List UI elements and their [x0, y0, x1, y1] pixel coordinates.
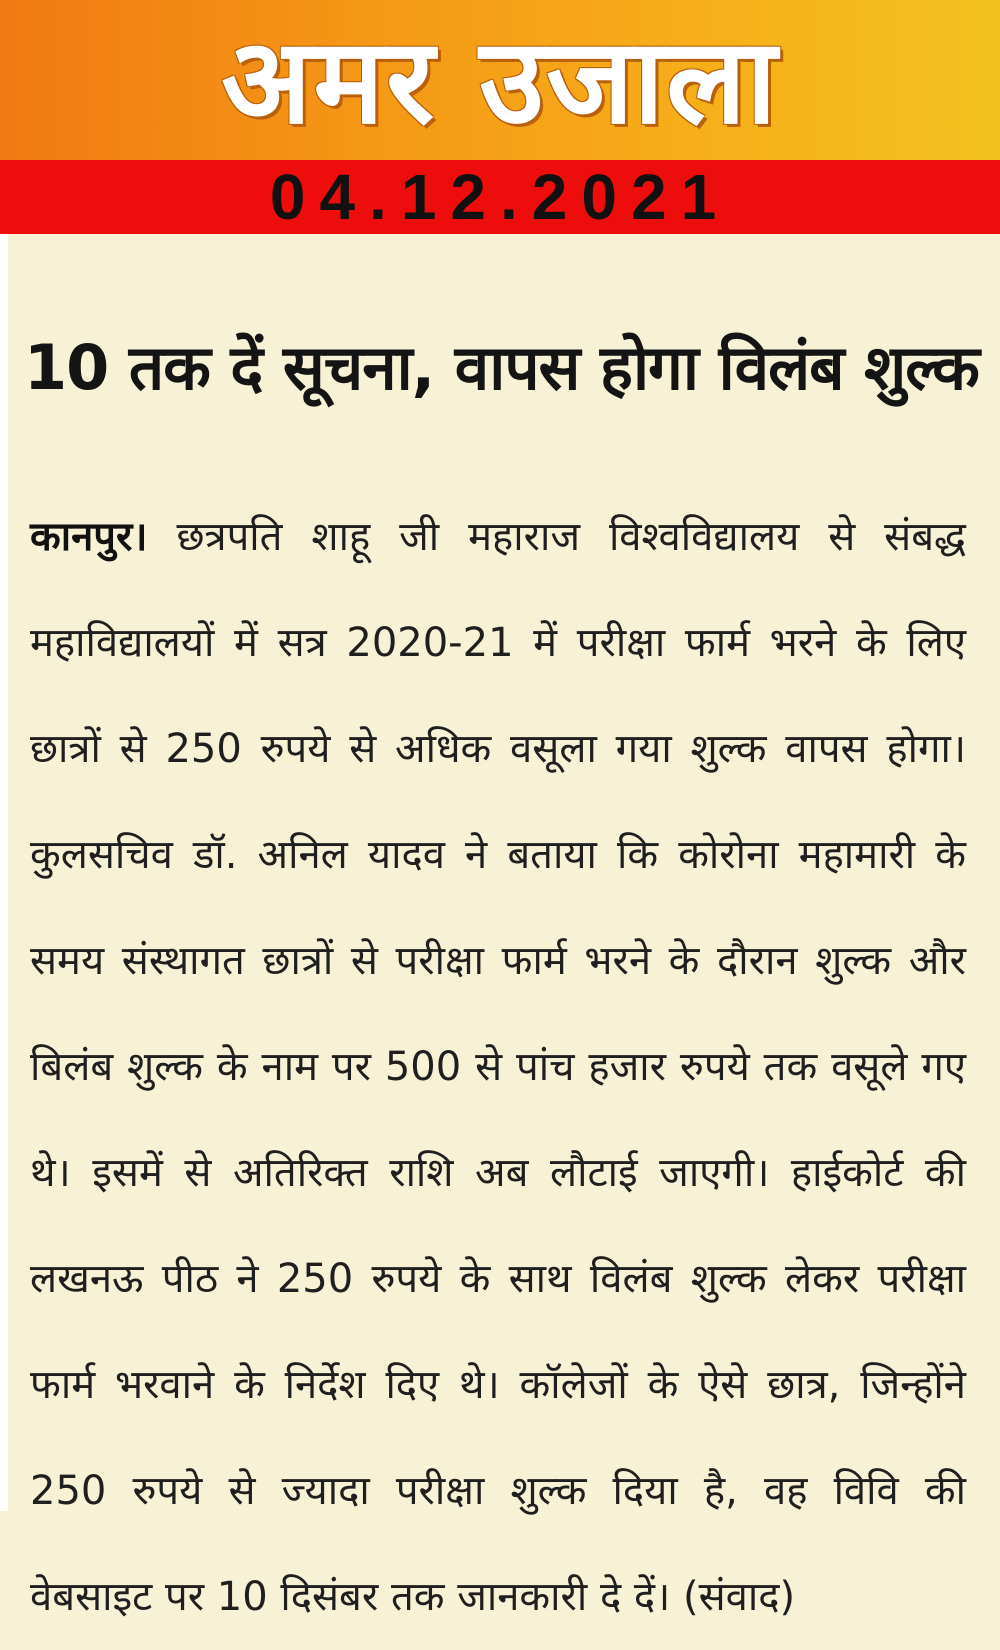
publication-date: 04.12.2021 — [269, 161, 731, 233]
masthead — [0, 0, 1000, 160]
date-bar — [0, 160, 1000, 234]
article-headline: 10 तक दें सूचना, वापस होगा विलंब शुल्क — [24, 331, 979, 404]
article-dateline: कानपुर। — [30, 514, 148, 560]
article-credit: (संवाद) — [683, 1574, 796, 1620]
newspaper-logo: अमर उजाला — [221, 12, 779, 150]
clipping-edge — [0, 234, 8, 1511]
article-body-text: छत्रपति शाहू जी महाराज विश्वविद्यालय से संबद्ध महाविद्यालयों में सत्र 2020-21 में परीक्षा फार्म भरने के लिए छात्रों से 250 रुपये से अधिक वसूला गया शुल्क वापस होगा। कुलसचिव डॉ. अनिल यादव ने बताया कि कोरोना महामारी के समय संस्थागत छात्रों से परीक्षा फार्म भरने के दौरान शुल्क और बिलंब शुल्क के नाम पर 500 से पांच हजार रुपये तक वसूले गए थे। इसमें से अतिरिक्त राशि अब लौटाई जाएगी। हाईकोर्ट की लखनऊ पीठ ने 250 रुपये के साथ विलंब शुल्क लेकर परीक्षा फार्म भरवाने के निर्देश दिए थे। कॉलेजों के ऐसे छात्र, जिन्होंने 250 रुपये से ज्यादा परीक्षा शुल्क दिया है, वह विवि की वेबसाइट पर 10 दिसंबर तक जानकारी दे दें। — [30, 514, 967, 1620]
article-body — [30, 484, 966, 1650]
